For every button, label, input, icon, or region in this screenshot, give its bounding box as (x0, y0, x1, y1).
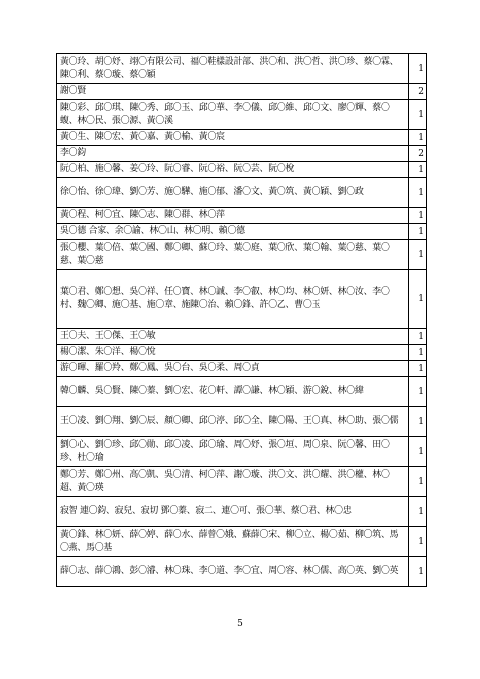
table-row (57, 557, 427, 587)
donor-names-cell: 徐〇怡、徐〇瑋、劉〇芳、施〇驊、施〇郁、潘〇文、黃〇筑、黃〇穎、劉〇政 (57, 178, 409, 208)
donor-names-cell: 李〇鈞 (57, 146, 409, 162)
table-row (57, 100, 427, 130)
count-cell: 1 (409, 208, 427, 224)
table-row (57, 54, 427, 84)
donor-names-cell: 鄭〇芳、鄭〇州、高〇凱、吳〇清、柯〇萍、謝〇璇、洪〇文、洪〇耀、洪〇權、林〇超、黃〇瑛 (57, 467, 409, 497)
count-cell: 2 (409, 84, 427, 100)
count-cell: 1 (409, 437, 427, 467)
donor-names-cell: 黃〇生、陳〇宏、黃〇嘉、黃〇榆、黃〇宸 (57, 130, 409, 146)
table-row (57, 527, 427, 557)
donor-names-cell: 王〇凌、劉〇翔、劉〇辰、顏〇卿、邱〇渟、邱〇全、陳〇陽、王〇真、林〇助、張〇儒 (57, 407, 409, 437)
count-cell: 1 (409, 361, 427, 377)
donor-table (56, 53, 427, 587)
page-number: 5 (237, 619, 243, 629)
donor-names-cell: 寂智 連〇鈞、寂兒、寂切 鄧〇蓁、寂二、連〇可、張〇華、蔡〇君、林〇忠 (57, 497, 409, 527)
count-cell: 1 (409, 329, 427, 345)
count-cell: 1 (409, 527, 427, 557)
table-row (57, 270, 427, 329)
donor-names-cell: 吳〇德 合家、余〇諭、林〇山、林〇明、賴〇德 (57, 224, 409, 240)
donor-names-cell: 薛〇志、薛〇鴻、彭〇濬、林〇珠、李〇道、李〇宜、周〇容、林〇儒、高〇英、劉〇英 (57, 557, 409, 587)
count-cell: 1 (409, 240, 427, 270)
donor-names-cell: 黃〇鋒、林〇妍、薛〇婷、薛〇水、薛曾〇娥、蘇薛〇宋、柳〇立、楊〇茹、柳〇筑、馬〇燕、馬〇基 (57, 527, 409, 557)
table-row (57, 162, 427, 178)
table-row (57, 361, 427, 377)
table-row (57, 497, 427, 527)
count-cell: 2 (409, 146, 427, 162)
table-row (57, 377, 427, 407)
table-row (57, 407, 427, 437)
count-cell: 1 (409, 54, 427, 84)
count-cell: 1 (409, 557, 427, 587)
donor-names-cell: 阮〇柏、施〇馨、姜〇玲、阮〇睿、阮〇裕、阮〇芸、阮〇梲 (57, 162, 409, 178)
count-cell: 1 (409, 407, 427, 437)
table-row (57, 130, 427, 146)
table-row (57, 146, 427, 162)
donor-names-cell: 葉〇君、鄭〇想、吳〇祥、任〇寶、林〇誠、李〇叡、林〇均、林〇妍、林〇汝、李〇村、魏〇卿、施〇基、施〇章、施陳〇治、賴〇鋒、許〇乙、曹〇玉 (57, 270, 409, 329)
donor-names-cell: 陳〇彩、邱〇琪、陳〇秀、邱〇玉、邱〇華、李〇儀、邱〇維、邱〇文、廖〇輝、蔡〇蝮、林〇民、張〇源、黃〇溪 (57, 100, 409, 130)
count-cell: 1 (409, 100, 427, 130)
table-row (57, 178, 427, 208)
table-row (57, 329, 427, 345)
donor-names-cell: 游〇暉、羅〇羚、鄭〇鳳、吳〇台、吳〇柔、周〇貞 (57, 361, 409, 377)
table-row (57, 84, 427, 100)
donor-names-cell: 劉〇心、劉〇珍、邱〇勛、邱〇凌、邱〇瑜、周〇妤、張〇垣、周〇泉、阮〇馨、田〇珍、杜〇瑜 (57, 437, 409, 467)
table-row (57, 240, 427, 270)
table-row (57, 345, 427, 361)
donor-names-cell: 韓〇麟、吳〇賢、陳〇蓁、劉〇宏、花〇軒、譚〇謙、林〇穎、游〇銳、林〇緯 (57, 377, 409, 407)
table-row (57, 437, 427, 467)
count-cell: 1 (409, 345, 427, 361)
donor-names-cell: 楊〇潔、朱〇洋、楊〇悅 (57, 345, 409, 361)
donor-names-cell: 謝〇賢 (57, 84, 409, 100)
count-cell: 1 (409, 270, 427, 329)
donor-names-cell: 王〇夫、王〇傑、王〇敏 (57, 329, 409, 345)
count-cell: 1 (409, 467, 427, 497)
donor-names-cell: 張〇櫻、葉〇倍、葉〇國、鄭〇卿、蘇〇玲、葉〇庭、葉〇欣、葉〇翰、葉〇慈、葉〇慈、葉〇慈 (57, 240, 409, 270)
count-cell: 1 (409, 130, 427, 146)
count-cell: 1 (409, 497, 427, 527)
count-cell: 1 (409, 377, 427, 407)
table-body (57, 54, 427, 587)
count-cell: 1 (409, 178, 427, 208)
count-cell: 1 (409, 162, 427, 178)
donor-names-cell: 黃〇程、柯〇宜、陳〇志、陳〇群、林〇萍 (57, 208, 409, 224)
table-row (57, 224, 427, 240)
count-cell: 1 (409, 224, 427, 240)
donor-names-cell: 黃〇玲、胡〇妤、翊〇有限公司、福〇鞋樣設計部、洪〇和、洪〇哲、洪〇珍、蔡〇霖、陳〇利、蔡〇璇、蔡〇穎 (57, 54, 409, 84)
table-row (57, 467, 427, 497)
table-row (57, 208, 427, 224)
